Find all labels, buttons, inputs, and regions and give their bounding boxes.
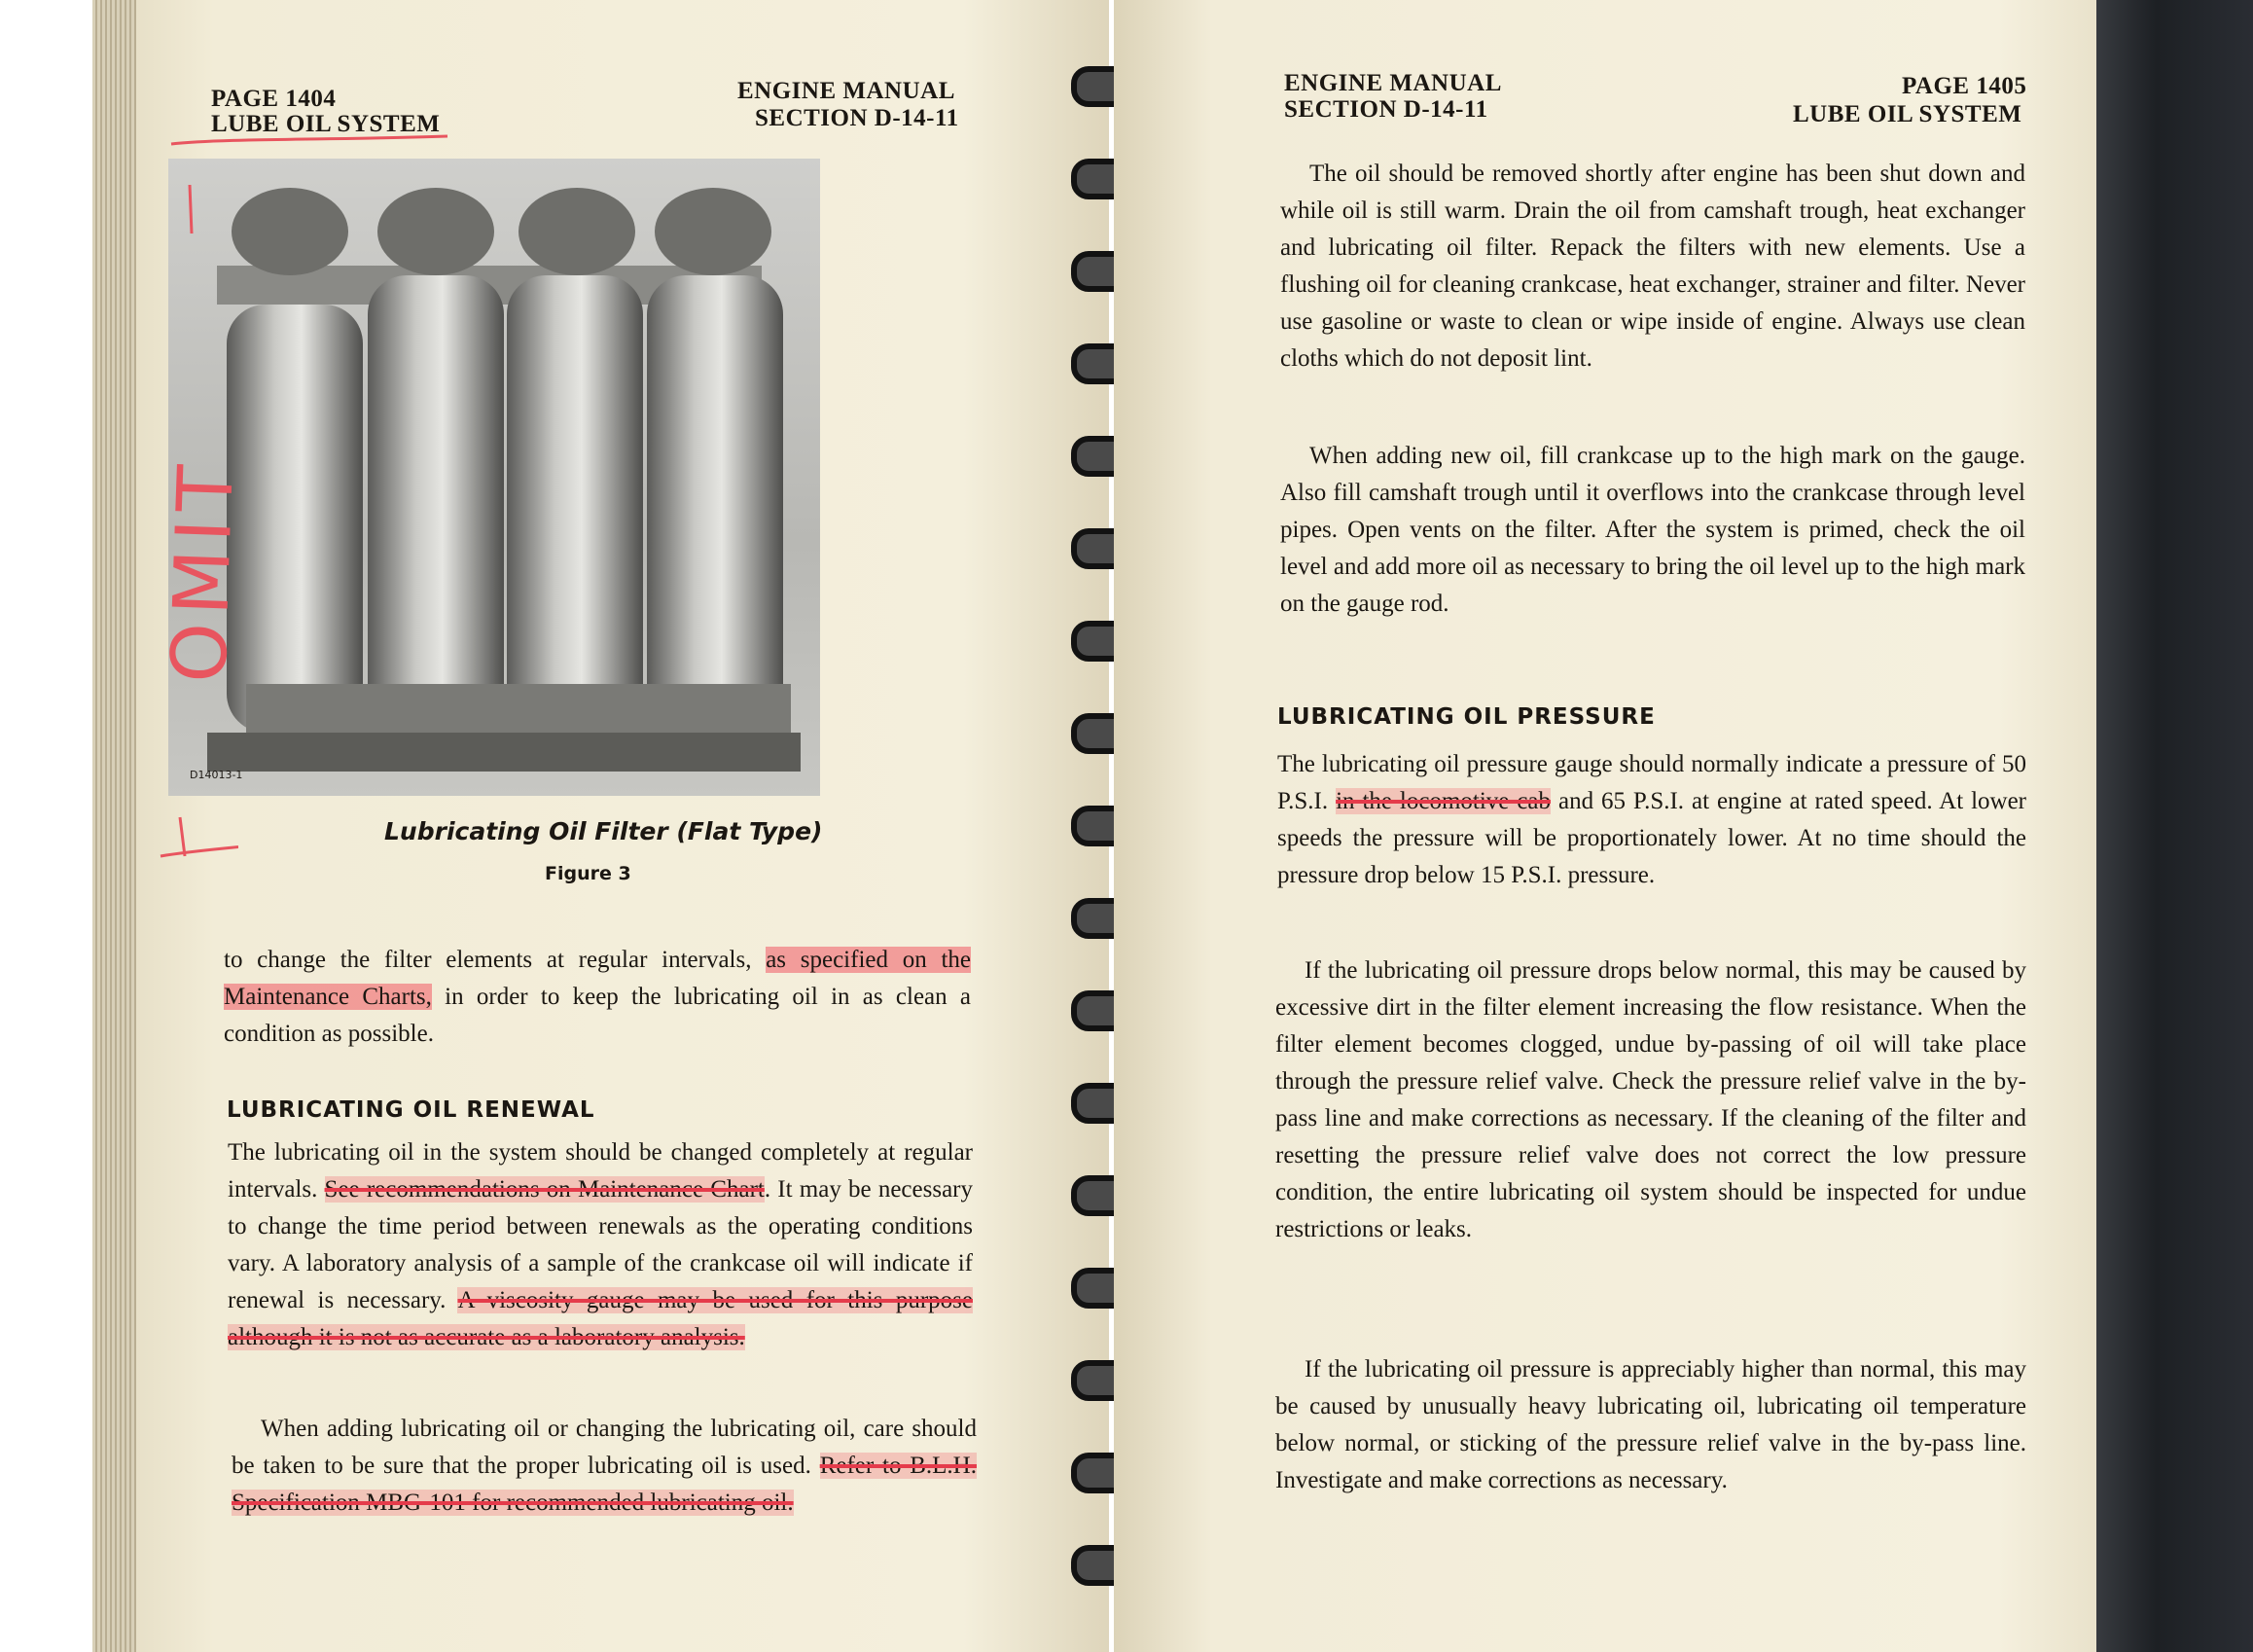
left-section-number: SECTION D-14-11 — [755, 105, 959, 131]
para-intro — [224, 942, 971, 1053]
renewal-text-mid: . It may be necessary to change the time period between renewals as the operating conditions vary. A laboratory analysis of a sample of the crankcase oil will indicate if renewal is necessary. — [228, 1176, 973, 1313]
renewal-text: The lubricating oil in the system should be changed completely at regular intervals. — [228, 1139, 973, 1203]
omit-handwriting: OMIT — [156, 455, 252, 685]
renewal-strike-2: A viscosity gauge may be used for this purpose although it is not as accurate as a laboratory analysis. — [228, 1287, 973, 1350]
renewal-strike-1: See recommendations on Maintenance Chart — [324, 1176, 765, 1203]
figure-caption: Lubricating Oil Filter (Flat Type) — [384, 817, 823, 845]
left-section-title: LUBE OIL SYSTEM — [211, 111, 441, 137]
figure-number: Figure 3 — [545, 863, 631, 884]
adding-text: When adding lubricating oil or changing the lubricating oil, care should be taken to be sure that the proper lubricating oil is used. — [232, 1416, 977, 1479]
oil-filter-photo — [168, 159, 820, 796]
para-renewal — [228, 1134, 973, 1356]
right-page-number: PAGE 1405 — [1902, 73, 2027, 99]
photo-code: D14013-1 — [190, 769, 243, 781]
para-4: If the lubricating oil pressure drops below normal, this may be caused by excessive dirt in the filter element increasing the flow resistance. When the filter element becomes clogged, undue by-passing of oil will take place through the pressure relief valve. Check the pressure relief valve in the by-pass line and make corrections as necessary. If the cleaning of the filter and resetting the pressure relief valve does not correct the low pressure condition, the entire lubricating oil system should be inspected for undue restrictions or leaks. — [1275, 957, 2026, 1242]
intro-text-end: in order to keep the lubricating oil in as clean a condition as possible. — [224, 984, 971, 1047]
intro-text: to change the filter elements at regular intervals, — [224, 947, 767, 973]
scanner-background — [2092, 0, 2253, 1652]
underline-annotation — [165, 126, 457, 156]
left-manual-title: ENGINE MANUAL — [737, 78, 955, 104]
para-2: When adding new oil, fill crankcase up to the high mark on the gauge. Also fill camshaft trough until it overflows into the crankcase through level pipes. Open vents on the filter. After the system is primed, check the oil level and add more oil as necessary to bring the oil level up to the high mark on the gauge rod. — [1280, 443, 2025, 617]
para-5: If the lubricating oil pressure is appreciably higher than normal, this may be caused by unusually heavy lubricating oil, lubricating oil temperature below normal, or sticking of the pressure relief valve in the by-pass line. Investigate and make corrections as necessary. — [1275, 1356, 2026, 1493]
right-section-title: LUBE OIL SYSTEM — [1793, 101, 2022, 127]
renewal-heading: LUBRICATING OIL RENEWAL — [227, 1097, 595, 1123]
right-manual-title: ENGINE MANUAL — [1284, 70, 1502, 96]
pressure-text: The lubricating oil pressure gauge should normally indicate a pressure of 50 P.S.I. — [1277, 751, 2026, 814]
para-3 — [1277, 746, 2026, 894]
para-1: The oil should be removed shortly after engine has been shut down and while oil is still warm. Drain the oil from camshaft trough, heat exchanger and lubricating oil filter. Repack the filters with new elements. Use a flushing oil for cleaning crankcase, heat exchanger, strainer and filter. Never use gasoline or waste to clean or wipe inside of engine. Always use clean cloths which do not deposit lint. — [1280, 161, 2025, 372]
adding-strike: Refer to B.L.H. Specification MBG-101 for recommended lubricating oil. — [232, 1453, 977, 1516]
pressure-highlight: in the locomotive cab — [1336, 788, 1552, 814]
pressure-text-end: and 65 P.S.I. at engine at rated speed. At lower speeds the pressure will be proportionately lower. At no time should the pressure drop below 15 P.S.I. pressure. — [1277, 788, 2027, 888]
left-page-number: PAGE 1404 — [211, 86, 337, 112]
pressure-heading: LUBRICATING OIL PRESSURE — [1277, 704, 1656, 730]
intro-highlight: as specified on the Maintenance Charts, — [224, 947, 971, 1010]
para-adding — [232, 1411, 977, 1522]
right-section-number: SECTION D-14-11 — [1284, 96, 1488, 123]
